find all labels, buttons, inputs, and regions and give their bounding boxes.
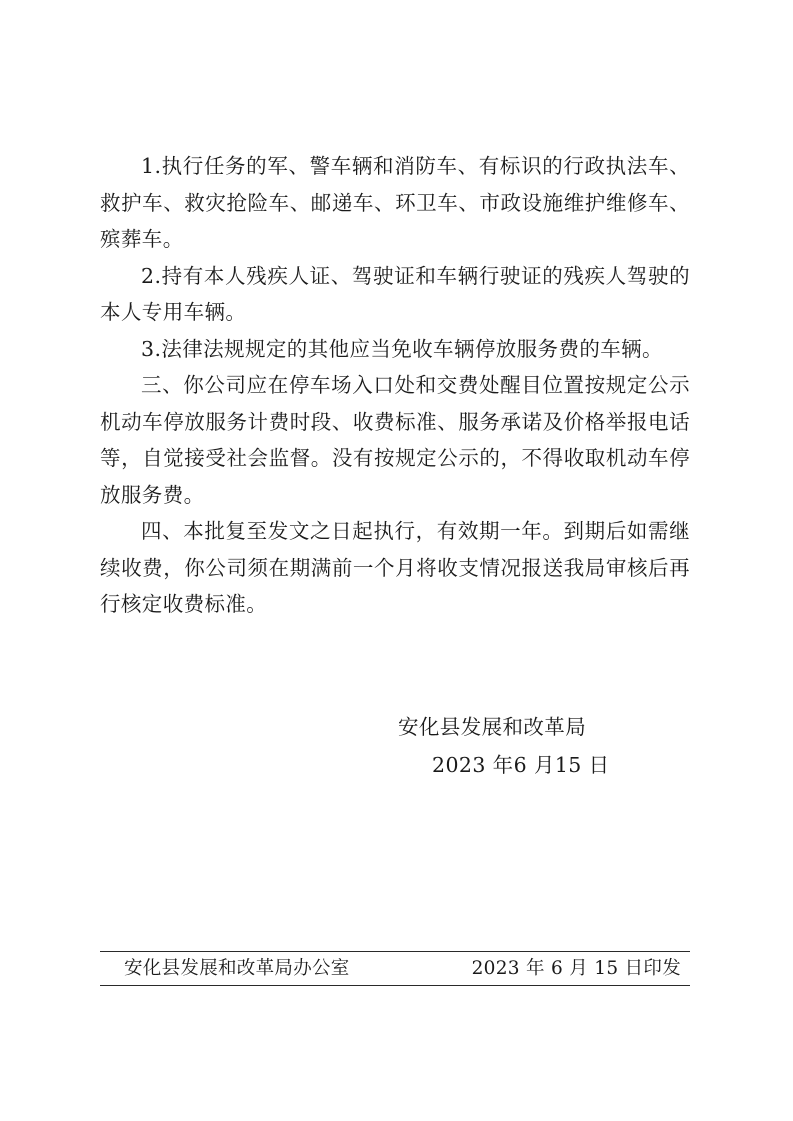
footer-issuer: 安化县发展和改革局办公室 [124, 958, 350, 979]
footer-bottom-rule [100, 985, 690, 986]
document-body [100, 148, 690, 623]
paragraph-exempt-item-2: 2.持有本人残疾人证、驾驶证和车辆行驶证的残疾人驾驶的本人专用车辆。 [100, 263, 690, 324]
paragraph-exempt-item-3: 3.法律法规规定的其他应当免收车辆停放服务费的车辆。 [141, 336, 663, 361]
footer-top-rule [100, 951, 690, 952]
footer-issued-date: 2023 年 6 月 15 日印发 [471, 958, 681, 979]
paragraph-exempt-item-1: 1.执行任务的军、警车辆和消防车、有标识的行政执法车、救护车、救灾抢险车、邮递车、环卫车、市政设施维护维修车、殡葬车。 [100, 154, 690, 251]
signature-organization: 安化县发展和改革局 [398, 715, 587, 739]
signature-date: 2023 年6 月15 日 [432, 753, 610, 777]
paragraph-section-three: 三、你公司应在停车场入口处和交费处醒目位置按规定公示机动车停放服务计费时段、收费标准、服务承诺及价格举报电话等，自觉接受社会监督。没有按规定公示的，不得收取机动车停放服务费。 [100, 373, 690, 507]
paragraph-section-four: 四、本批复至发文之日起执行，有效期一年。到期后如需继续收费，你公司须在期满前一个月将收支情况报送我局审核后再行核定收费标准。 [100, 519, 690, 616]
